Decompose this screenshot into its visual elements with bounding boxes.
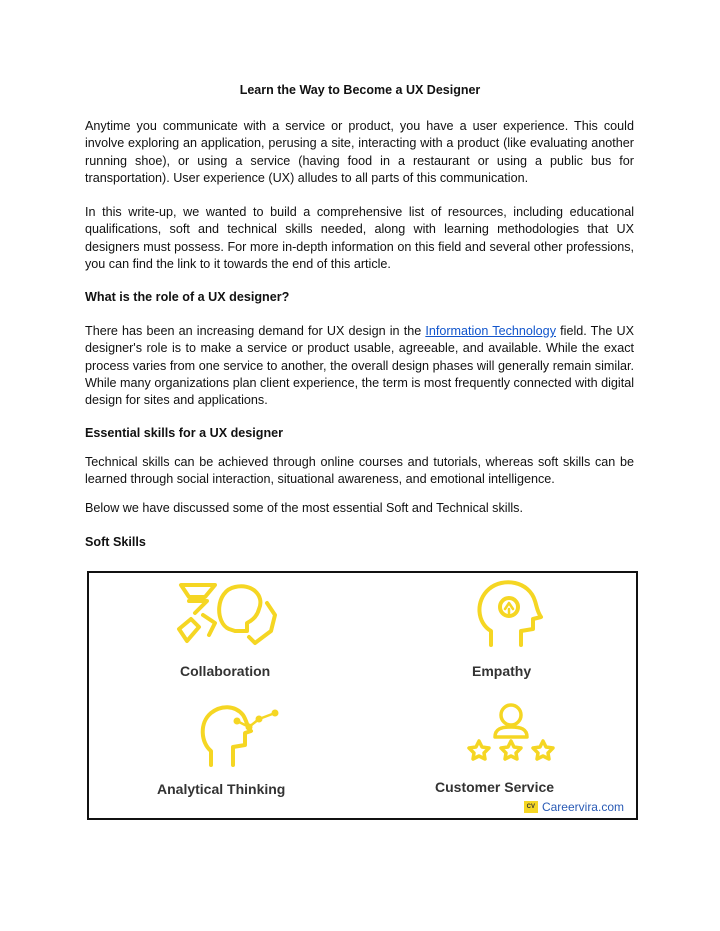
careervira-watermark [524,800,624,814]
analytical-thinking-label: Analytical Thinking [157,781,286,797]
empathy-label: Empathy [472,663,532,679]
skills-intro-paragraph: Technical skills can be achieved through online courses and tutorials, whereas soft skills can be learned through social interaction, situational awareness, and emotional intelligence. [85,455,634,487]
soft-skills-figure [87,571,638,820]
empathy-head-icon [469,579,549,649]
customer-service-icon [465,701,557,761]
soft-skills-heading: Soft Skills [85,535,146,549]
collaboration-heads-icon [175,579,287,647]
information-technology-link[interactable]: Information Technology [425,324,556,338]
role-heading: What is the role of a UX designer? [85,290,290,304]
writeup-paragraph: In this write-up, we wanted to build a comprehensive list of resources, including educational qualifications, soft and technical skills needed, along with learning methodologies that UX designers must possess. For more in-depth information on this field and several other professions, you can find the link to it towards the end of this article. [85,205,634,271]
customer-service-label: Customer Service [435,779,555,795]
role-text-before: There has been an increasing demand for UX design in the [85,324,426,338]
document-title: Learn the Way to Become a UX Designer [239,83,481,97]
collaboration-label: Collaboration [180,663,271,679]
intro-paragraph: Anytime you communicate with a service or product, you have a user experience. This could involve exploring an application, perusing a site, interacting with a product (like evaluating another running shoe), or using a service (having food in a restaurant or using a public bus for transportation). User experience (UX) alludes to all parts of this communication. [85,119,634,185]
role-text-after: field. The UX designer's role is to make a service or product usable, agreeable, and available. While the exact process varies from one service to another, the overall design phases will generally remain similar. While many organizations plan client experience, the term is most frequently connected with digital design for sites and applications. [85,324,635,408]
role-paragraph [85,323,634,409]
analytical-head-icon [199,701,287,767]
careervira-name: Careervira.com [541,800,624,814]
essential-skills-heading: Essential skills for a UX designer [85,426,284,440]
careervira-badge: CV [524,801,538,813]
below-paragraph: Below we have discussed some of the most essential Soft and Technical skills. [85,501,523,515]
